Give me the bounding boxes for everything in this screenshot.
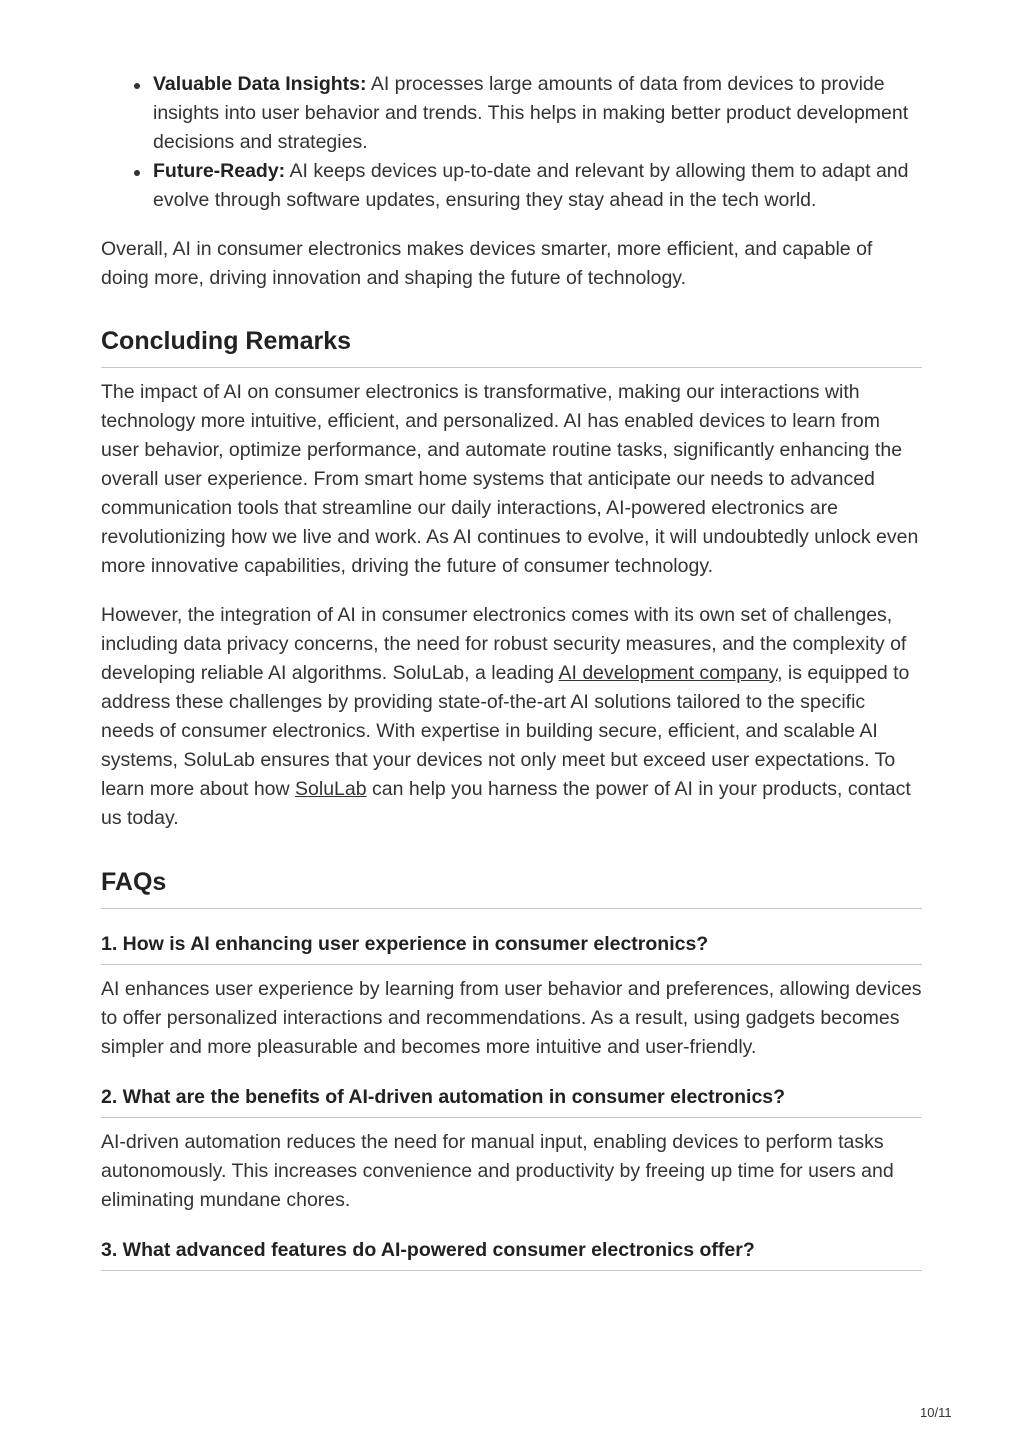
- solulab-link[interactable]: SoluLab: [295, 778, 367, 800]
- ai-development-company-link[interactable]: AI development company: [558, 662, 778, 684]
- list-item: [153, 157, 922, 215]
- overall-paragraph: Overall, AI in consumer electronics makes devices smarter, more efficient, and capable of doing more, driving innovation and shaping the future of technology.: [101, 238, 873, 289]
- faqs-heading: FAQs: [101, 865, 922, 909]
- faq-answer-1: AI enhances user experience by learning from user behavior and preferences, allowing devices to offer personalized interactions and recommendations. As a result, using gadgets becomes simpler and more pleasurable and becomes more intuitive and user-friendly.: [101, 978, 922, 1058]
- bullet-text: AI processes large amounts of data from devices to provide insights into user behavior and trends. This helps in making better product development decisions and strategies.: [153, 73, 909, 153]
- bullet-title: Future-Ready:: [153, 160, 286, 182]
- document-body: [101, 70, 922, 1271]
- list-item: [153, 70, 922, 157]
- faq-answer-2: AI-driven automation reduces the need for manual input, enabling devices to perform tasks autonomously. This increases convenience and productivity by freeing up time for users and eliminating mundane chores.: [101, 1131, 894, 1211]
- concluding-paragraph-1: The impact of AI on consumer electronics is transformative, making our interactions with technology more intuitive, efficient, and personalized. AI has enabled devices to learn from user behavior, optimize performance, and automate routine tasks, significantly enhancing the overall user experience. From smart home systems that anticipate our needs to advanced communication tools that streamline our daily interactions, AI-powered electronics are revolutionizing how we live and work. As AI continues to evolve, it will undoubtedly unlock even more innovative capabilities, driving the future of consumer technology.: [101, 381, 919, 577]
- faq-question-1: 1. How is AI enhancing user experience in consumer electronics?: [101, 931, 922, 965]
- text-run: However, the integration of AI in consumer electronics comes with its own set of challenges, including data privacy concerns, the need for robust security measures, and the complexity of developing reliable AI algorithms. SoluLab, a leading: [101, 604, 907, 684]
- page-number: 10/11: [920, 1405, 952, 1420]
- concluding-heading: Concluding Remarks: [101, 324, 922, 368]
- concluding-paragraph-2: [101, 601, 922, 833]
- bullet-text: AI keeps devices up-to-date and relevant by allowing them to adapt and evolve through software updates, ensuring they stay ahead in the tech world.: [153, 160, 909, 211]
- text-run: , is equipped to address these challenges by providing state-of-the-art AI solutions tailored to the specific needs of consumer electronics. With expertise in building secure, efficient, and scalable AI systems, SoluLab ensures that your devices not only meet but exceed user expectations. To learn more about how: [101, 662, 910, 800]
- text-run: can help you harness the power of AI in your products, contact us today.: [101, 778, 911, 829]
- faq-question-3: 3. What advanced features do AI-powered consumer electronics offer?: [101, 1237, 922, 1271]
- faq-question-2: 2. What are the benefits of AI-driven automation in consumer electronics?: [101, 1084, 922, 1118]
- benefits-list: [101, 70, 922, 215]
- bullet-title: Valuable Data Insights:: [153, 73, 367, 95]
